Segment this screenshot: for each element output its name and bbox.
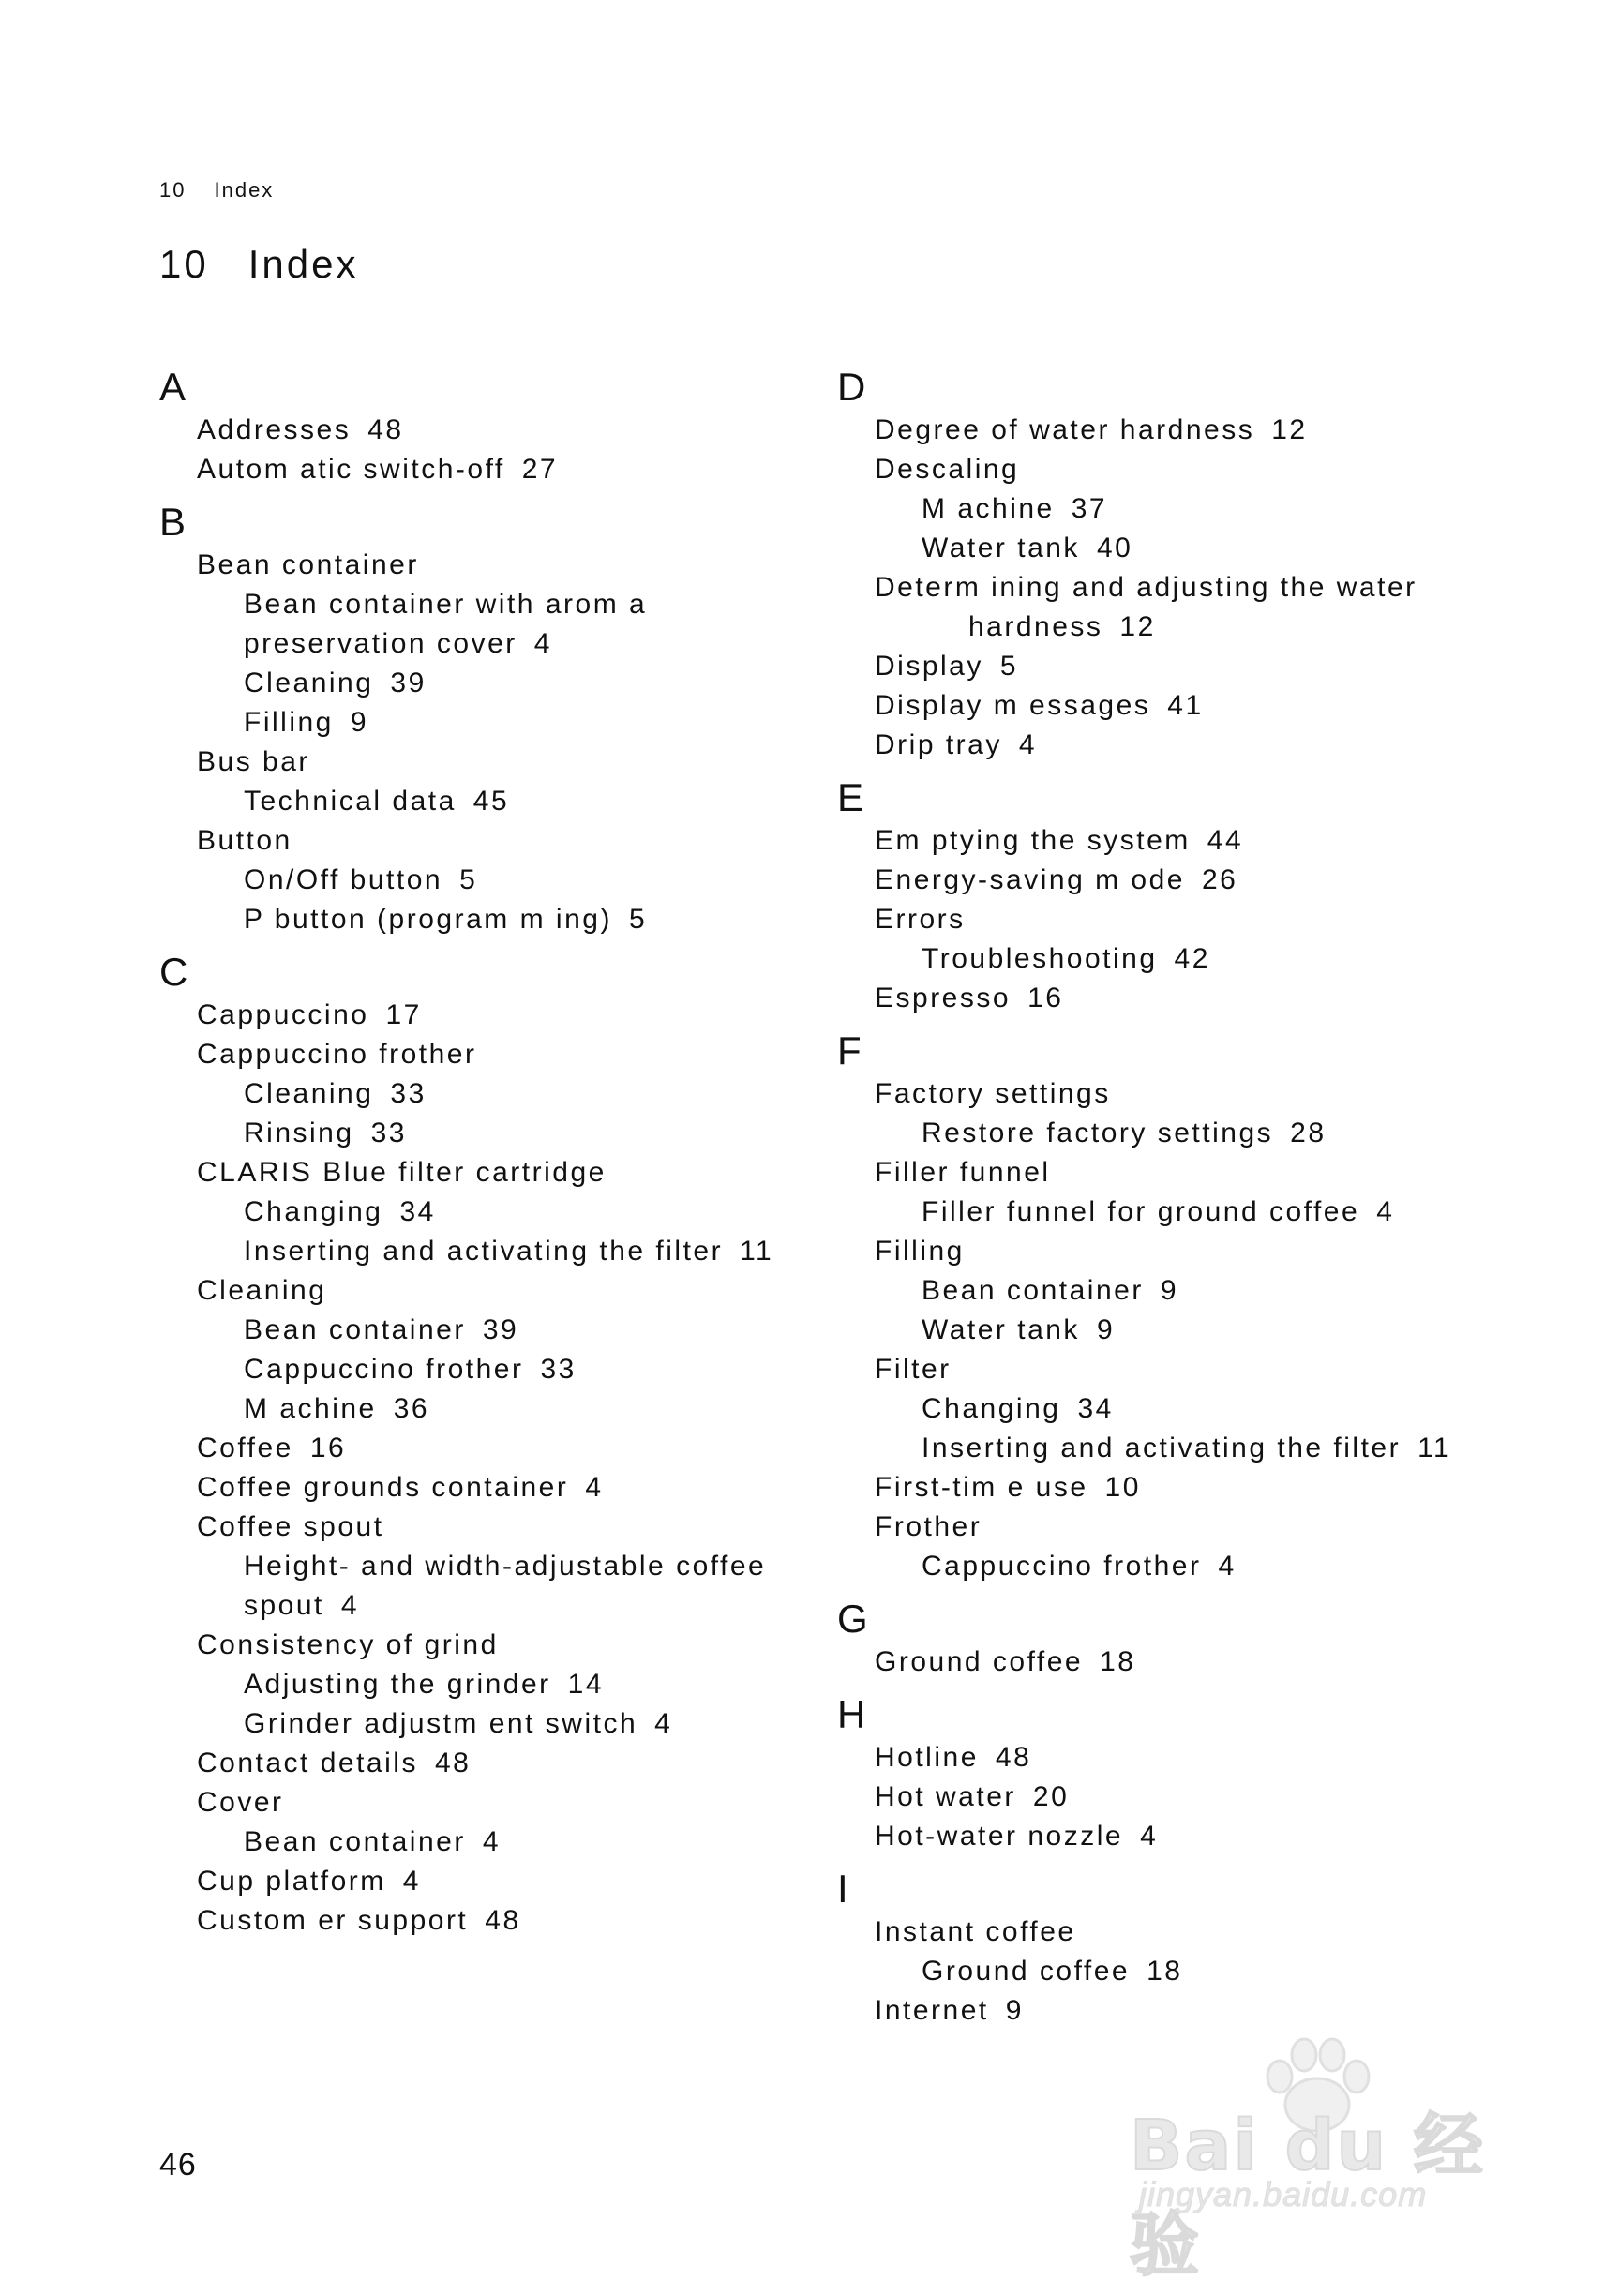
index-entry-text: Coffee spout	[197, 1511, 384, 1542]
chapter-title-text: Index	[248, 242, 359, 286]
index-entry	[159, 624, 741, 664]
index-entry	[837, 1468, 1418, 1508]
index-entry-text: Cleaning	[244, 668, 374, 698]
index-letter-heading: H	[837, 1692, 867, 1736]
index-letter-heading: F	[837, 1028, 862, 1073]
index-entry-text: Custom er support	[197, 1905, 469, 1936]
index-entry	[159, 1232, 774, 1271]
index-group-i	[837, 1866, 1418, 2031]
index-entry	[837, 821, 1418, 861]
index-entry-text: Contact details	[197, 1748, 418, 1778]
index-entry	[837, 1991, 1418, 2031]
index-column-left	[159, 364, 774, 1950]
index-entry	[159, 664, 741, 703]
chapter-number: 10	[159, 242, 209, 286]
index-entry	[837, 1778, 1418, 1817]
index-entry	[159, 1114, 741, 1153]
index-letter-heading: I	[837, 1867, 849, 1911]
index-entry	[159, 546, 741, 585]
index-entry-page: 9	[1160, 1275, 1178, 1306]
index-entry-page: 16	[309, 1433, 347, 1463]
running-head	[159, 178, 274, 203]
index-entry	[837, 450, 1418, 489]
index-entry-page: 27	[521, 454, 559, 485]
index-entry	[159, 1468, 741, 1508]
index-entry-text: Factory settings	[875, 1078, 1111, 1109]
index-entry-page: 12	[1271, 414, 1308, 445]
index-entry	[837, 939, 1418, 979]
index-letter-heading: B	[159, 500, 188, 544]
index-entry	[837, 1389, 1418, 1429]
index-entry-text: Addresses	[197, 414, 352, 445]
index-entry-page: 41	[1167, 690, 1204, 721]
index-entry	[159, 743, 741, 782]
index-entry	[837, 1952, 1418, 1991]
index-entry-text: Drip tray	[875, 729, 1002, 760]
index-entry-text: Cappuccino frother	[197, 1039, 477, 1070]
index-entry	[159, 1901, 741, 1941]
index-entry-page: 34	[1077, 1393, 1114, 1424]
index-entry-page: 12	[1119, 611, 1156, 642]
chapter-title	[159, 242, 358, 287]
index-entry	[159, 996, 741, 1035]
index-entry	[159, 703, 741, 743]
index-entry-text: Frother	[875, 1511, 982, 1542]
index-entry	[159, 1271, 741, 1311]
index-entry-page: 40	[1096, 533, 1133, 563]
index-entry-page: 45	[472, 786, 510, 817]
index-letter-heading: E	[837, 775, 865, 819]
index-entry-text: preservation cover	[244, 628, 518, 659]
index-entry	[837, 1074, 1418, 1114]
index-entry-text: P button (program m ing)	[244, 904, 612, 935]
index-entry-page: 39	[482, 1314, 519, 1345]
index-entry-page: 9	[350, 707, 369, 738]
index-entry-page: 4	[1218, 1551, 1237, 1582]
index-entry	[159, 1665, 741, 1704]
index-entry-text: Filler funnel for ground coffee	[922, 1196, 1360, 1227]
index-entry	[837, 1817, 1418, 1856]
index-entry-page: 17	[385, 999, 422, 1030]
index-entry-page: 48	[485, 1905, 521, 1936]
index-entry	[159, 900, 741, 939]
index-entry-page: 11	[1418, 1433, 1452, 1463]
index-entry	[837, 900, 1418, 939]
index-entry-page: 44	[1207, 825, 1244, 856]
index-entry	[159, 1744, 741, 1783]
index-entry-text: Autom atic switch-off	[197, 454, 505, 485]
index-entry-text: Cleaning	[197, 1275, 327, 1306]
index-entry-text: Determ ining and adjusting the water	[875, 572, 1418, 603]
running-head-title: Index	[214, 178, 275, 202]
index-entry-page: 4	[1140, 1821, 1159, 1852]
index-entry	[159, 1153, 741, 1193]
index-entry	[837, 1738, 1418, 1778]
index-entry-text: Bean container	[197, 549, 419, 580]
index-entry-page: 5	[999, 651, 1019, 682]
index-group-h	[837, 1691, 1418, 1856]
index-entry	[837, 726, 1418, 765]
index-entry	[837, 1114, 1418, 1153]
index-entry	[159, 1704, 741, 1744]
index-entry-text: Internet	[875, 1995, 989, 2026]
index-entry-page: 4	[402, 1866, 421, 1897]
index-entry	[837, 608, 1418, 647]
index-entry-text: Display m essages	[875, 690, 1151, 721]
page-number: 46	[159, 2147, 197, 2183]
index-entry	[159, 1389, 741, 1429]
index-entry-text: Cover	[197, 1787, 284, 1818]
index-entry-text: Display	[875, 651, 983, 682]
index-entry-text: Instant coffee	[875, 1916, 1076, 1947]
index-entry	[837, 1232, 1418, 1271]
index-entry-text: Changing	[244, 1196, 383, 1227]
index-entry	[837, 861, 1418, 900]
index-entry-text: Consistency of grind	[197, 1629, 499, 1660]
index-entry	[159, 821, 741, 861]
index-entry	[159, 861, 741, 900]
index-group-f	[837, 1028, 1452, 1586]
index-entry-text: Changing	[922, 1393, 1061, 1424]
index-entry-text: Cleaning	[244, 1078, 374, 1109]
index-entry	[837, 1547, 1418, 1586]
index-entry-page: 28	[1290, 1118, 1327, 1148]
index-entry-page: 33	[540, 1354, 577, 1385]
index-letter-heading: A	[159, 365, 188, 409]
index-entry	[837, 411, 1418, 450]
index-entry-page: 48	[434, 1748, 472, 1778]
index-entry	[159, 1074, 741, 1114]
index-entry	[159, 1823, 741, 1862]
index-entry	[837, 1153, 1418, 1193]
running-head-number: 10	[159, 178, 187, 202]
index-entry-text: Em ptying the system	[875, 825, 1191, 856]
index-entry-text: On/Off button	[244, 864, 443, 895]
index-entry	[159, 1547, 767, 1586]
index-entry-text: Bus bar	[197, 746, 310, 777]
index-column-right	[837, 364, 1452, 2040]
watermark-url: jingyan.baidu.com	[1139, 2175, 1428, 2213]
index-entry	[159, 1508, 741, 1547]
baidu-watermark	[1130, 2034, 1523, 2286]
index-entry-text: Technical data	[244, 786, 457, 817]
index-entry-text: Bean container	[922, 1275, 1144, 1306]
index-entry	[159, 1862, 741, 1901]
index-group-d	[837, 364, 1418, 765]
index-entry-text: Filling	[244, 707, 334, 738]
index-entry-text: Cappuccino	[197, 999, 369, 1030]
index-entry-page: 4	[585, 1472, 604, 1503]
index-entry-page: 48	[995, 1742, 1032, 1773]
index-entry	[159, 1783, 741, 1823]
index-entry-text: Cappuccino frother	[922, 1551, 1202, 1582]
index-entry-text: Bean container with arom a	[244, 589, 648, 620]
index-entry	[837, 529, 1418, 568]
index-entry-page: 4	[340, 1590, 360, 1621]
index-entry-text: Errors	[875, 904, 966, 935]
index-entry-text: Adjusting the grinder	[244, 1669, 551, 1700]
index-entry	[159, 450, 741, 489]
index-entry-text: spout	[244, 1590, 324, 1621]
index-entry-text: Bean container	[244, 1826, 466, 1857]
index-entry-page: 4	[533, 628, 552, 659]
index-entry	[837, 979, 1418, 1018]
index-entry	[837, 489, 1418, 529]
index-entry-text: Button	[197, 825, 292, 856]
index-entry-text: M achine	[922, 493, 1055, 524]
index-entry-text: Degree of water hardness	[875, 414, 1255, 445]
index-entry	[159, 585, 741, 624]
index-entry-page: 48	[368, 414, 404, 445]
index-entry-text: Ground coffee	[875, 1646, 1084, 1677]
index-entry-text: CLARIS Blue filter cartridge	[197, 1157, 607, 1188]
index-entry-page: 5	[459, 864, 478, 895]
index-entry-page: 36	[393, 1393, 430, 1424]
index-group-e	[837, 774, 1418, 1018]
index-entry-page: 16	[1028, 983, 1064, 1013]
index-entry-page: 10	[1104, 1472, 1141, 1503]
index-entry-text: Coffee grounds container	[197, 1472, 569, 1503]
index-entry-page: 34	[399, 1196, 436, 1227]
index-entry-text: M achine	[244, 1393, 377, 1424]
index-entry-page: 11	[740, 1236, 774, 1267]
index-entry-text: Water tank	[922, 533, 1080, 563]
index-entry-text: Hotline	[875, 1742, 979, 1773]
index-entry-text: Grinder adjustm ent switch	[244, 1708, 638, 1739]
index-group-a	[159, 364, 741, 489]
index-entry-text: Cup platform	[197, 1866, 386, 1897]
index-entry-text: Water tank	[922, 1314, 1080, 1345]
index-entry-page: 14	[567, 1669, 605, 1700]
index-group-c	[159, 949, 774, 1941]
index-entry-text: Cappuccino frother	[244, 1354, 524, 1385]
index-group-b	[159, 499, 741, 939]
index-entry	[159, 1586, 741, 1626]
index-entry	[159, 411, 741, 450]
index-entry	[837, 1429, 1452, 1468]
index-entry-text: Filter	[875, 1354, 952, 1385]
index-entry-page: 4	[1018, 729, 1038, 760]
index-entry-text: Filling	[875, 1236, 965, 1267]
index-entry-page: 20	[1032, 1781, 1070, 1812]
index-entry-text: Troubleshooting	[922, 943, 1158, 974]
index-entry-text: Bean container	[244, 1314, 466, 1345]
index-entry-text: Coffee	[197, 1433, 293, 1463]
index-entry	[837, 1508, 1418, 1547]
index-entry-text: Restore factory settings	[922, 1118, 1274, 1148]
index-entry-text: First-tim e use	[875, 1472, 1088, 1503]
index-entry-text: Inserting and activating the filter	[244, 1236, 724, 1267]
index-entry-page: 4	[1376, 1196, 1395, 1227]
index-entry-page: 37	[1071, 493, 1108, 524]
index-entry	[837, 686, 1418, 726]
index-entry-page: 18	[1100, 1646, 1136, 1677]
index-entry	[837, 1271, 1418, 1311]
index-entry-text: Filler funnel	[875, 1157, 1051, 1188]
index-entry-text: Energy-saving m ode	[875, 864, 1185, 895]
index-letter-heading: G	[837, 1597, 869, 1641]
index-entry-page: 33	[390, 1078, 427, 1109]
index-letter-heading: C	[159, 950, 189, 994]
index-entry-text: Height- and width-adjustable coffee	[244, 1551, 767, 1582]
index-entry	[159, 782, 741, 821]
index-entry	[837, 1350, 1418, 1389]
index-entry	[159, 1350, 741, 1389]
index-entry	[837, 568, 1418, 608]
index-letter-heading: D	[837, 365, 867, 409]
index-entry	[159, 1311, 741, 1350]
index-entry-text: Hot water	[875, 1781, 1016, 1812]
index-entry-text: Ground coffee	[922, 1956, 1131, 1987]
index-entry-text: Hot-water nozzle	[875, 1821, 1124, 1852]
index-entry-text: Descaling	[875, 454, 1020, 485]
index-entry	[837, 1643, 1418, 1682]
index-entry-page: 4	[482, 1826, 501, 1857]
index-entry-page: 5	[628, 904, 648, 935]
index-entry	[837, 1913, 1418, 1952]
index-entry	[837, 1193, 1418, 1232]
index-entry-page: 9	[1096, 1314, 1116, 1345]
index-entry-text: Espresso	[875, 983, 1012, 1013]
index-entry-page: 39	[390, 668, 427, 698]
index-entry-page: 33	[370, 1118, 407, 1148]
index-entry	[159, 1035, 741, 1074]
index-entry	[159, 1626, 741, 1665]
index-entry-text: hardness	[968, 611, 1103, 642]
index-group-g	[837, 1596, 1418, 1682]
index-entry-page: 4	[654, 1708, 673, 1739]
index-entry-page: 42	[1174, 943, 1210, 974]
index-entry-page: 9	[1005, 1995, 1024, 2026]
index-entry	[159, 1429, 741, 1468]
index-entry-text: Rinsing	[244, 1118, 354, 1148]
index-entry	[159, 1193, 741, 1232]
watermark-brand: Bai du 经验	[1130, 2106, 1485, 2286]
index-entry	[837, 647, 1418, 686]
index-entry-page: 26	[1201, 864, 1238, 895]
index-entry-page: 18	[1147, 1956, 1183, 1987]
index-entry	[837, 1311, 1418, 1350]
index-entry-text: Inserting and activating the filter	[922, 1433, 1402, 1463]
